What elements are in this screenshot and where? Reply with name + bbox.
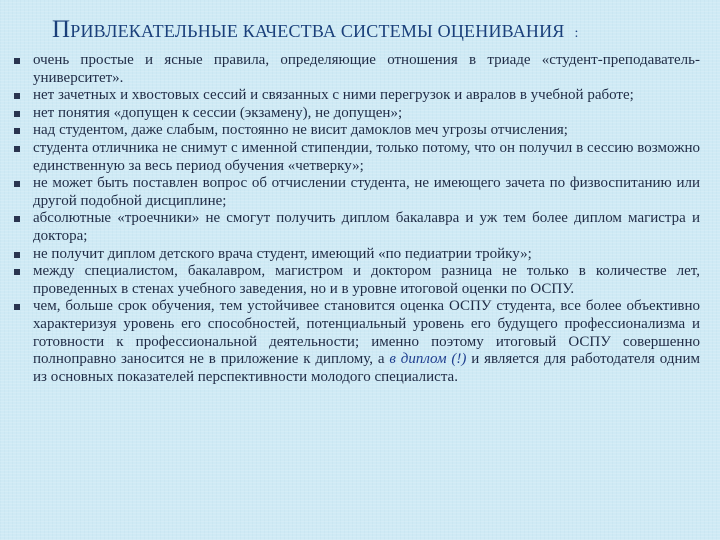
list-item	[12, 175, 700, 210]
list-item	[12, 298, 700, 386]
list-item	[12, 263, 700, 298]
qualities-list	[12, 52, 700, 386]
bullet-icon	[14, 93, 20, 99]
title-text: РИВЛЕКАТЕЛЬНЫЕ КАЧЕСТВА СИСТЕМЫ ОЦЕНИВАНИЯ	[70, 21, 565, 41]
list-item	[12, 105, 700, 123]
list-item-text: нет понятия «допущен к сессии (экзамену), не допущен»;	[33, 104, 403, 121]
title-first-letter: П	[52, 16, 71, 43]
list-item-text: нет зачетных и хвостовых сессий и связанных с ними перегрузок и авралов в учебной работе;	[33, 87, 634, 104]
bullet-icon	[14, 111, 20, 117]
bullet-icon	[14, 58, 20, 64]
list-item-text-before: чем, больше срок обучения, тем устойчивее становится оценка ОСПУ студента, все более объективно характеризуя уровень его способностей, потенциальный уровень его будущего профессионализма и готовности к профессиональной деятельности; именно поэтому итоговый ОСПУ совершенно полноправно заносится не в приложение к диплому, а	[33, 298, 700, 368]
list-item-text: не получит диплом детского врача студент, имеющий «по педиатрии тройку»;	[33, 245, 532, 262]
list-item-text-after: и является для работодателя одним из основных показателей перспективности молодого специалиста.	[33, 351, 701, 385]
list-item	[12, 87, 700, 105]
list-item	[12, 122, 700, 140]
list-item-text: не может быть поставлен вопрос об отчислении студента, не имеющего зачета по физвоспитанию или другой подобной дисциплине;	[33, 175, 700, 209]
bullet-icon	[14, 216, 20, 222]
list-item-emphasis: в диплом (!)	[389, 351, 467, 368]
list-item-text: студента отличника не снимут с именной стипендии, только потому, что он получил в сессию возможно единственную за весь период обучения «четверку»;	[33, 139, 700, 174]
bullet-icon	[14, 252, 20, 258]
list-item-text: абсолютные «троечники» не смогут получить диплом бакалавра и уж тем более диплом магистра и доктора;	[33, 210, 700, 244]
bullet-icon	[14, 181, 20, 187]
list-item-text: над студентом, даже слабым, постоянно не висит дамоклов меч угрозы отчисления;	[33, 122, 568, 139]
slide-title	[52, 16, 692, 44]
list-item	[12, 52, 700, 87]
bullet-icon	[14, 128, 20, 134]
list-item-text: очень простые и ясные правила, определяющие отношения в триаде «студент-преподаватель-университет».	[33, 52, 700, 86]
bullet-icon	[14, 146, 20, 152]
bullet-icon	[14, 304, 20, 310]
list-item	[12, 140, 700, 175]
list-item	[12, 246, 700, 264]
list-item-text: между специалистом, бакалавром, магистром и доктором разница не только в количестве лет, проведенных в стенах учебного заведения, но и в уровне итоговой оценки по ОСПУ.	[33, 263, 700, 297]
bullet-icon	[14, 269, 20, 275]
list-item	[12, 210, 700, 245]
title-colon: :	[574, 26, 579, 41]
